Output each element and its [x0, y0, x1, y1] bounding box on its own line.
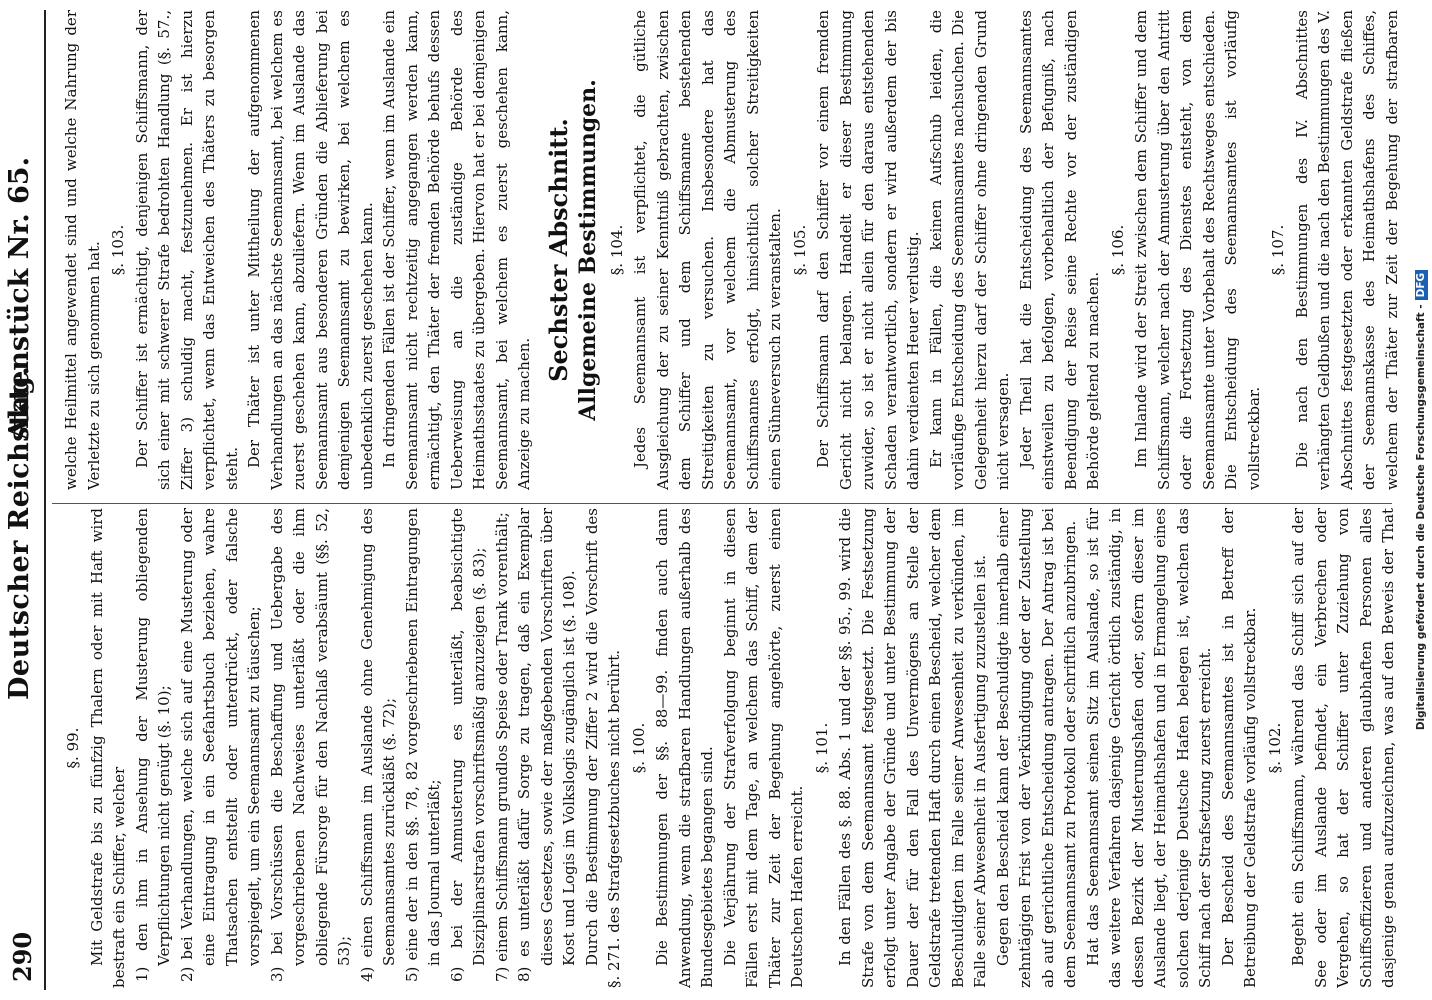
header-rule — [44, 10, 46, 990]
paragraph-105 — [789, 10, 1105, 490]
section-heading: §. 105. — [790, 224, 809, 276]
paragraph-text: Die Verjährung der Strafverfolgung beginnt in diesen Fällen erst mit dem Tage, an welchem das Schiff, dem der Thäter zur Zeit der Begehung angehörte, zuerst einen Deutschen Hafen erreicht. — [720, 508, 806, 988]
right-column — [60, 10, 1400, 490]
section-heading: §. 103. — [109, 224, 127, 276]
paragraph-text: Der Bescheid des Seemannsamtes ist in Betreff der Betreibung der Geldstrafe vorläufig vollstreckbar. — [1218, 508, 1259, 988]
digitization-sidebar — [1410, 0, 1432, 1000]
paragraph-text: Die nach den Bestimmungen des IV. Abschnittes verhängten Geldbußen und die nach den Bestimmungen des V. Abschnittes festgesetzten oder erkannten Geldstrafe fließen der Seemannskasse des Heimathshafens des Schiffes, welchem der Thäter zur Zeit der Begehung der strafbaren — [1292, 10, 1400, 490]
paragraph-text: In den Fällen des §. 88. Abs. 1 und der §§. 95., 99. wird die Strafe von dem Seemannsamt festgesetzt. Die Festsetzung erfolgt unter Angabe der Gründe und unter Bestimmung der Dauer der für den Fall des Unvermögens an Stelle der Geldstrafe tretenden Haft durch einen Bescheid, welcher dem Beschuldigten im Falle seiner Anwesenheit zu verkünden, im Falle seiner Abwesenheit in Ausfertigung zuzustellen ist. — [836, 508, 989, 988]
list-item: 6) bei der Anmusterung es unterläßt, beabsichtigte Disziplinarstrafen vorschriftsmäßig anzuzeigen (§. 83); — [447, 508, 488, 982]
paragraph-text: Gegen den Bescheid kann der Beschuldigte innerhalb einer zehntägigen Frist von der Verkündigung oder der Zustellung ab auf gerichtliche Entscheidung antragen. Der Antrag ist bei dem Seemannsamt zu Protokoll oder schriftlich anzubringen. — [993, 508, 1079, 988]
paragraph-text: Die Bestimmungen der §§. 88—99. finden auch dann Anwendung, wenn die strafbaren Handlungen außerhalb des Bundesgebietes begangen sind. — [653, 508, 716, 988]
funding-notice-text: Digitalisierung gefördert durch die Deutsche Forschungsgemeinschaft - — [1415, 304, 1427, 731]
page-header — [0, 0, 42, 1000]
paragraph-text: Jedes Seemannsamt ist verpflichtet, die gütliche Ausgleichung der zu seiner Kenntniß gebrachten, zwischen dem Schiffer und dem Schiffsmanne bestehenden Streitigkeiten zu versuchen. Insbesondere hat das Seemannsamt, vor welchem die Abmusterung des Schiffsmannes erfolgt, hinsichtlich solcher Streitigkeiten einen Sühneversuch zu veranstalten. — [631, 10, 784, 490]
running-title: Deutscher Reichstag. — [4, 365, 35, 700]
paragraph-99 — [62, 508, 626, 988]
list-item: 8) es unterläßt dafür Sorge zu tragen, daß ein Exemplar dieses Gesetzes, sowie der maßgebenden Vorschriften über Kost und Logis im Volkslogis zugänglich ist (§. 108). — [515, 508, 578, 982]
section-heading: §. 107. — [1269, 224, 1287, 276]
section-heading: §. 106. — [1108, 224, 1127, 276]
paragraph-text: Er kann in Fällen, die keinen Aufschub leiden, die vorläufige Entscheidung des Seemannsamtes nachsuchen. Die Gelegenheit hierzu darf der Schiffer ohne dringenden Grund nicht versagen. — [926, 10, 1012, 490]
page-number: 290 — [8, 931, 37, 982]
list-item: 2) bei Verhandlungen, welche sich auf eine Musterung oder eine Eintragung in ein Seefahrtsbuch beziehen, wahre Thatsachen entstellt oder unterdrückt, oder falsche vorspiegelt, um ein Seemannsamt zu täuschen; — [177, 508, 263, 982]
paragraph-106 — [1107, 10, 1266, 490]
list-item: 4) einen Schiffsmann im Auslande ohne Genehmigung des Seemannsamtes zurückläßt (§. 72); — [357, 508, 398, 982]
paragraph-text: Jeder Theil hat die Entscheidung des Seemannsamtes einstweilen zu befolgen, vorbehaltlich der Befugniß, nach Beendigung der Reise seine Rechte vor der zuständigen Behörde geltend zu machen. — [1016, 10, 1102, 490]
list-item: 3) bei Vorschüssen die Beschaffung und Uebergabe des vorgeschriebenen Nachweises unterläßt oder die ihm obliegende Fürsorge für den Nachlaß verabsäumt (§§. 52, 53); — [267, 508, 353, 982]
list-item: 7) einem Schiffsmann grundlos Speise oder Trank vorenthält; — [492, 512, 511, 982]
paragraph-100 — [628, 508, 809, 988]
paragraph-text: Mit Geldstrafe bis zu fünfzig Thalern oder mit Haft wird bestraft ein Schiffer, welcher — [87, 508, 128, 988]
paragraph-102 — [1264, 508, 1401, 988]
section-heading: §. 99. — [64, 727, 82, 769]
paragraph-text: welche Heilmittel angewendet sind und welche Nahrung der Verletzte zu sich genommen hat. — [62, 10, 103, 490]
section-heading: §. 104. — [607, 224, 626, 276]
section-heading: §. 102. — [1265, 722, 1284, 774]
paragraph-text: Hat das Seemannsamt seinen Sitz im Auslande, so ist für das weitere Verfahren dasjenige Gericht örtlich zuständig, in dessen Bezirk der Musterungshafen oder, sofern dieser im Auslande liegt, der Heimathshafen und in Ermangelung eines solchen derjenige Deutsche Hafen belegen ist, welchen das Schiff nach der Strafsetzung zuerst erreicht. — [1083, 508, 1214, 988]
dfg-logo: DFG — [1415, 270, 1428, 301]
funding-notice — [1410, 17, 1432, 983]
paragraph-103 — [107, 10, 536, 490]
section-heading: §. 101. — [812, 722, 831, 774]
paragraph-text: Im Inlande wird der Streit zwischen dem Schiffer und dem Schiffsmann, welcher nach der Anmusterung über den Antritt oder die Fortsetzung des Dienstes entsteht, von dem Seemannsamte unter Vorbehalt des Rechtsweges entschieden. Die Entscheidung des Seemannsamtes ist vorläufig vollstreckbar. — [1132, 10, 1263, 490]
left-column — [60, 508, 1400, 988]
column-divider — [52, 503, 1392, 504]
paragraph-text: In dringenden Fällen ist der Schiffer, wenn im Auslande ein Seemannsamt nicht rechtzeitig angegangen werden kann, ermächtigt, den Thäter der fremden Behörde behufs dessen Ueberweisung an die zuständige Behörde des Heimathsstaates zu übergeben. Hiervon hat er bei demjenigen Seemannsamt, bei welchem es zuerst geschehen kann, Anzeige zu machen. — [380, 10, 533, 490]
chapter-subtitle: Allgemeine Bestimmungen. — [574, 79, 601, 421]
document-reference: Aktenstück Nr. 65. — [4, 157, 35, 440]
chapter-title: Sechster Abschnitt. — [543, 118, 573, 382]
list-item: 1) den ihm in Ansehung der Musterung obliegenden Verpflichtungen nicht genügt (§. 10); — [132, 508, 173, 982]
section-heading: §. 100. — [629, 722, 648, 774]
paragraph-text: Der Thäter ist unter Mittheilung der aufgenommenen Verhandlungen an das nächste Seemannsamt, bei welchem es zuerst geschehen kann, abzuliefern. Wenn im Auslande das Seemannsamt aus besonderen Gründen die Ablieferung bei demjenigen Seemannsamt zu bewirken, bei welchem es unbedenklich zuerst geschehen kann. — [245, 10, 376, 490]
paragraph-text: Der Schiffer ist ermächtigt, denjenigen Schiffsmann, der sich einer mit schwerer Strafe bedrohten Handlung (§. 57., Ziffer 3) schuldig macht, festzunehmen. Er ist hierzu verpflichtet, wenn das Entweichen des Thäters zu besorgen steht. — [132, 10, 241, 490]
paragraph-107 — [1267, 10, 1400, 490]
paragraph-104 — [606, 10, 787, 490]
list-item: 5) eine der in den §§. 78, 82 vorgeschriebenen Eintragungen in das Journal unterläßt; — [402, 508, 443, 982]
paragraph-text: Der Schiffsmann darf den Schiffer vor einem fremden Gericht nicht belangen. Handelt er dieser Bestimmung zuwider, so ist er nicht allein für den daraus entstehenden Schaden verantwortlich, sondern er wird außerdem der bis dahin verdienten Heuer verlustig. — [814, 10, 922, 490]
paragraph-102-continued — [60, 10, 105, 490]
paragraph-101 — [811, 508, 1262, 988]
paragraph-text: Durch die Bestimmung der Ziffer 2 wird die Vorschrift des §. 271. des Strafgesetzbuches nicht berührt. — [582, 508, 623, 988]
paragraph-text: Begeht ein Schiffsmann, während das Schiff sich auf der See oder im Auslande befindet, ein Verbrechen oder Vergehen, so hat der Schiffer unter Zuziehung von Schiffsoffizieren und anderen glaubhaften Personen alles dasjenige genau aufzuzeichnen, was auf den Beweis der That — [1289, 508, 1397, 988]
